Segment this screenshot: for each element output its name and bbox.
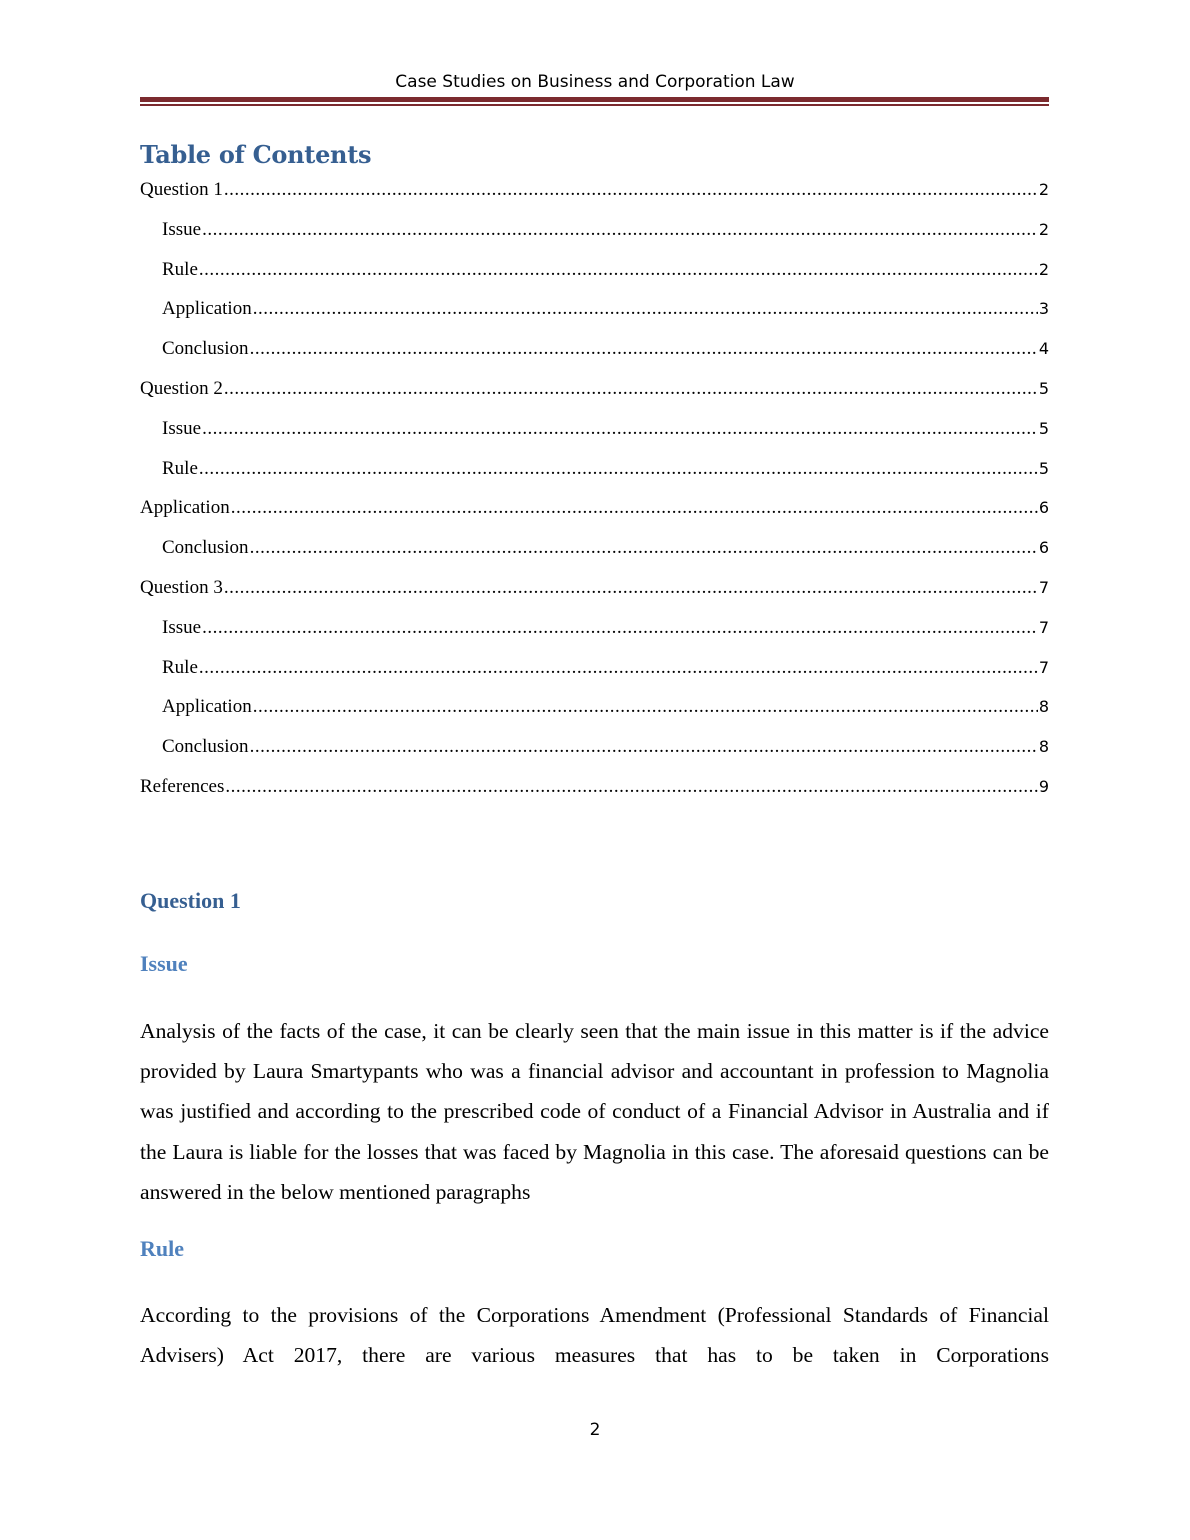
toc-entry-page: 6: [1038, 498, 1049, 518]
toc-dot-leader: [202, 614, 1038, 642]
toc-entry-label: Application: [162, 295, 252, 323]
toc-dot-leader: [202, 216, 1038, 244]
toc-entry-page: 7: [1038, 577, 1049, 597]
toc-entry[interactable]: [140, 654, 1049, 694]
toc-dot-leader: [250, 534, 1038, 562]
header-rule-thick: [140, 97, 1049, 102]
toc-entry-label: Rule: [162, 455, 198, 483]
toc-entry-page: 2: [1038, 219, 1049, 239]
toc-entry-page: 6: [1038, 538, 1049, 558]
toc-dot-leader: [199, 455, 1038, 483]
toc-entry[interactable]: [140, 375, 1049, 415]
toc-entry[interactable]: [140, 614, 1049, 654]
issue-heading: Issue: [140, 951, 188, 976]
question-1-heading: Question 1: [140, 888, 241, 913]
toc-entry-page: 2: [1038, 259, 1049, 279]
toc-dot-leader: [224, 176, 1038, 204]
toc-dot-leader: [199, 654, 1038, 682]
header-rule-thin: [140, 104, 1049, 106]
toc-entry-label: Rule: [162, 654, 198, 682]
page-number: 2: [589, 1420, 601, 1440]
toc-dot-leader: [253, 295, 1038, 323]
table-of-contents: [140, 176, 1049, 813]
toc-dot-leader: [224, 574, 1038, 602]
toc-entry-page: 9: [1038, 776, 1049, 796]
toc-entry-label: Question 1: [140, 176, 223, 204]
toc-entry-label: Issue: [162, 614, 201, 642]
toc-entry[interactable]: [140, 574, 1049, 614]
toc-entry-label: Issue: [162, 415, 201, 443]
toc-entry-label: Conclusion: [162, 534, 249, 562]
toc-entry-page: 2: [1038, 180, 1049, 199]
toc-entry-page: 4: [1038, 339, 1049, 359]
toc-entry-page: 7: [1038, 617, 1049, 637]
toc-entry-label: Issue: [162, 216, 201, 244]
toc-entry-label: Question 2: [140, 375, 223, 403]
toc-entry-label: Conclusion: [162, 733, 249, 761]
rule-heading: Rule: [140, 1236, 184, 1261]
toc-entry-label: Rule: [162, 256, 198, 284]
running-header: Case Studies on Business and Corporation Law: [395, 72, 795, 92]
toc-entry[interactable]: [140, 256, 1049, 296]
toc-dot-leader: [199, 256, 1038, 284]
toc-entry-page: 5: [1038, 418, 1049, 438]
toc-entry-label: Application: [140, 494, 230, 522]
toc-dot-leader: [253, 693, 1038, 721]
toc-dot-leader: [250, 733, 1038, 761]
toc-entry-page: 5: [1038, 378, 1049, 398]
toc-title: Table of Contents: [140, 140, 372, 169]
toc-dot-leader: [202, 415, 1038, 443]
toc-entry-label: Application: [162, 693, 252, 721]
toc-entry[interactable]: [140, 295, 1049, 335]
toc-entry[interactable]: [140, 455, 1049, 495]
toc-dot-leader: [225, 773, 1037, 801]
toc-dot-leader: [231, 494, 1038, 522]
toc-entry-page: 7: [1038, 657, 1049, 677]
toc-entry-page: 5: [1038, 458, 1049, 478]
toc-entry[interactable]: [140, 534, 1049, 574]
rule-paragraph: According to the provisions of the Corporations Amendment (Professional Standards of Financial Advisers) Act 2017, there are various measures that has to be taken in Corporations: [140, 1303, 1049, 1368]
toc-dot-leader: [224, 375, 1038, 403]
toc-entry[interactable]: [140, 176, 1049, 216]
toc-dot-leader: [250, 335, 1038, 363]
toc-entry-page: 8: [1038, 697, 1049, 717]
toc-entry[interactable]: [140, 415, 1049, 455]
toc-entry[interactable]: [140, 773, 1049, 813]
toc-entry[interactable]: [140, 733, 1049, 773]
toc-entry-label: Conclusion: [162, 335, 249, 363]
toc-entry[interactable]: [140, 693, 1049, 733]
toc-entry[interactable]: [140, 494, 1049, 534]
toc-entry[interactable]: [140, 216, 1049, 256]
toc-entry-page: 8: [1038, 737, 1049, 757]
toc-entry-page: 3: [1038, 299, 1049, 319]
toc-entry[interactable]: [140, 335, 1049, 375]
issue-paragraph: Analysis of the facts of the case, it can be clearly seen that the main issue in this matter is if the advice provided by Laura Smartypants who was a financial advisor and accountant in profession to Magnolia was justified and according to the prescribed code of conduct of a Financial Advisor in Australia and if the Laura is liable for the losses that was faced by Magnolia in this case. The aforesaid questions can be answered in the below mentioned paragraphs: [140, 1019, 1049, 1204]
toc-entry-label: References: [140, 773, 224, 801]
toc-entry-label: Question 3: [140, 574, 223, 602]
